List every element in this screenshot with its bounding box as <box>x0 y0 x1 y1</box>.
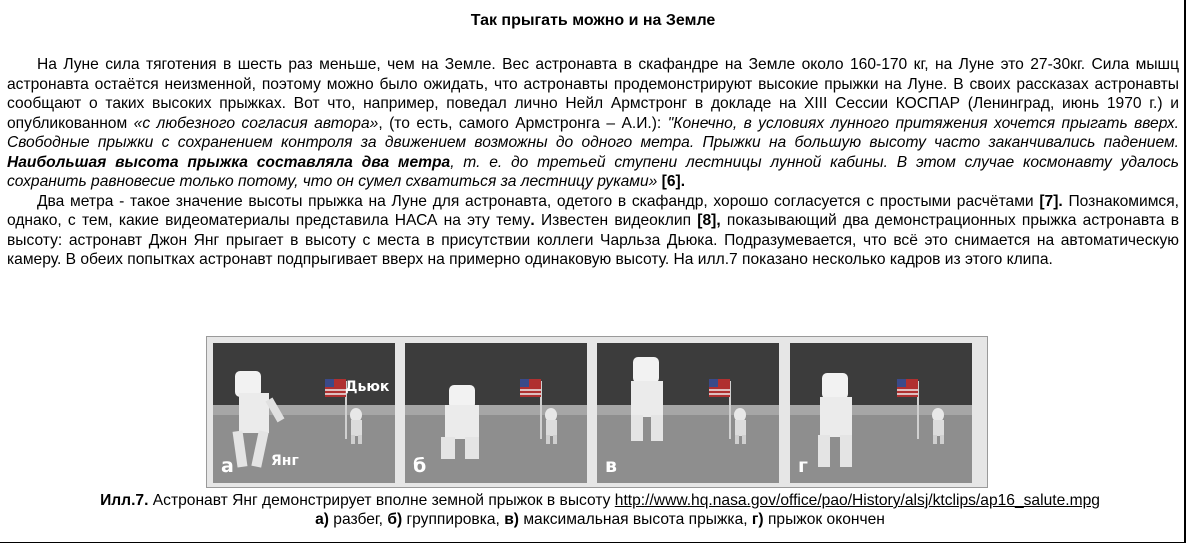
reference-7: [7]. <box>1039 192 1063 210</box>
figure-caption <box>0 491 1200 529</box>
caption-a-text: разбег, <box>328 511 388 528</box>
paragraph-2-text-a: Два метра - такое значение высоты прыжка на Луне для астронавта, одетого в скафандр, хорошо согласуется с простыми расчётами <box>37 192 1040 210</box>
photo-strip <box>206 336 988 488</box>
reference-8: [8], <box>697 212 721 229</box>
caption-b-label: б) <box>387 511 403 528</box>
caption-line-2 <box>0 510 1200 529</box>
photo-frame-v <box>597 343 779 483</box>
photo-frame-a <box>213 343 395 483</box>
label-yang: Янг <box>271 453 299 469</box>
caption-g-text: прыжок окончен <box>763 511 885 528</box>
caption-b-text: группировка, <box>402 511 505 528</box>
paragraph-2-text-c: Известен видеоклип <box>534 212 698 229</box>
armstrong-quote-a: "Конечно, в условиях лунного притяжения хочется прыгать вверх. Свободные прыжки с сохранением контроля за движением возможны до одного метра. Прыжки на большую высоту часто заканчивались падением. <box>7 114 1179 151</box>
caption-g-label: г) <box>751 511 764 528</box>
caption-a-label: а) <box>315 511 329 528</box>
paragraph-1-text-a: На Луне сила тяготения в шесть раз меньше, чем на Земле. Вес астронавта в скафандре на Земле около 160-170 кг, на Луне это 27-30кг. Сила мышц астронавта остаётся неизменной, поэтому можно было ожидать, что астронавты продемонстрируют высокие прыжки на Луне. В своих рассказах астронавты сообщают о таких высоких прыжках. Вот что, например, поведал лично Нейл Армстронг в докладе на XIII Сессии КОСПАР (Ленинград, июнь 1970 г.) и опубликованном <box>7 56 1179 132</box>
quote-source: «с любезного согласия автора» <box>133 114 379 132</box>
clip-link[interactable]: http://www.hq.nasa.gov/office/pao/History/alsj/ktclips/ap16_salute.mpg <box>614 492 1100 509</box>
moon-scene-image <box>405 343 587 483</box>
moon-scene-image <box>213 343 395 483</box>
figure-label: Илл.7. <box>100 492 149 509</box>
paragraph-1-text-b: , (то есть, самого Армстронга – А.И.): <box>378 114 668 132</box>
reference-6: [6]. <box>657 173 686 190</box>
paragraph-2-dot: . <box>530 212 535 229</box>
caption-line-1 <box>0 491 1200 510</box>
paragraph-1 <box>7 55 1179 192</box>
page-title: Так прыгать можно и на Земле <box>470 12 716 29</box>
caption-v-text: максимальная высота прыжка, <box>518 511 752 528</box>
paragraph-2-text-d: показывающий два демонстрационных прыжка астронавта в высоту: астронавт Джон Янг прыгает в высоту с места в присутствии коллеги Чарльза Дьюка. Подразумевается, что всё это снимается на автоматическую камеру. В обеих попытках астронавт подпрыгивает вверх на примерно одинаковую высоту. На илл.7 показано несколько кадров из этого клипа. <box>7 212 1180 268</box>
armstrong-quote-b: , т. е. до третьей ступени лестницы лунной кабины. В этом случае космонавту удалось сохранить равновесие только потому, что он сумел схватиться за лестницу руками» <box>7 153 1179 190</box>
paragraph-2-text-b: Познакомимся, однако, с тем, какие видеоматериалы представила НАСА на эту тему <box>7 192 1179 229</box>
frame-letter-v: в <box>605 455 618 477</box>
label-duke: Дьюк <box>345 379 390 395</box>
armstrong-quote-bold: Наибольшая высота прыжка составляла два метра <box>7 153 451 171</box>
photo-frame-b <box>405 343 587 483</box>
frame-letter-g: г <box>798 455 808 477</box>
caption-v-label: в) <box>504 511 519 528</box>
moon-scene-image <box>597 343 779 483</box>
photo-frame-g <box>790 343 972 483</box>
frame-letter-a: а <box>221 455 234 477</box>
caption-text: Астронавт Янг демонстрирует вполне земной прыжок в высоту <box>148 492 615 509</box>
frame-letter-b: б <box>413 455 427 477</box>
article-body <box>7 55 1179 270</box>
moon-scene-image <box>790 343 972 483</box>
paragraph-2 <box>7 192 1179 270</box>
